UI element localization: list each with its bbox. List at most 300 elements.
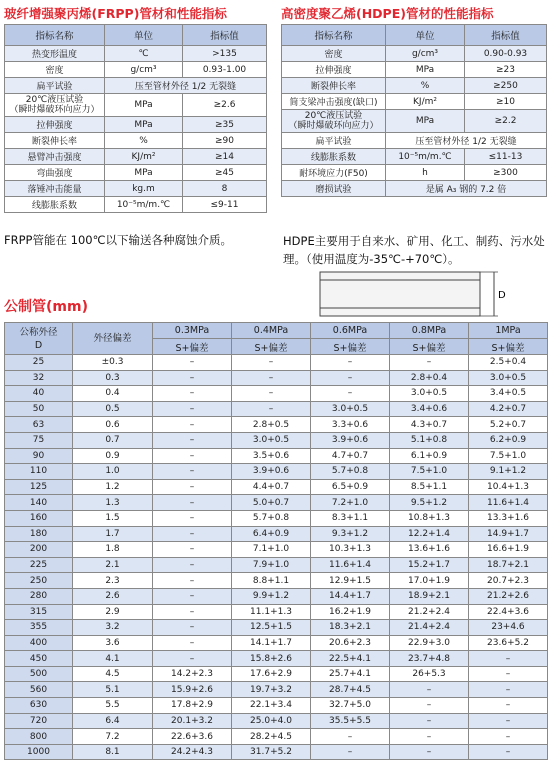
frpp-row xyxy=(5,149,267,165)
hdpe-row xyxy=(282,94,547,110)
metric-cell: 20.7+2.3 xyxy=(469,573,548,589)
metric-row xyxy=(5,479,548,495)
metric-cell: 22.4+3.6 xyxy=(469,604,548,620)
metric-cell: – xyxy=(153,355,232,371)
frpp-cell: ≥14 xyxy=(183,149,267,165)
metric-cell: 23+4.6 xyxy=(469,620,548,636)
hdpe-cell: ≥23 xyxy=(465,62,547,78)
metric-row xyxy=(5,682,548,698)
hdpe-header-cell: 指标值 xyxy=(465,25,547,46)
metric-cell: 3.0+0.5 xyxy=(390,386,469,402)
metric-cell: 28.2+4.5 xyxy=(232,729,311,745)
metric-cell: 7.5+1.0 xyxy=(390,464,469,480)
frpp-cell: ≥35 xyxy=(183,117,267,133)
metric-cell: 800 xyxy=(5,729,73,745)
metric-cell: 10.3+1.3 xyxy=(311,542,390,558)
metric-cell: 13.6+1.6 xyxy=(390,542,469,558)
metric-cell: 5.1+0.8 xyxy=(390,432,469,448)
frpp-cell: 20℃液压试验 （瞬时爆破环向应力） xyxy=(5,94,105,117)
metric-cell: 63 xyxy=(5,417,73,433)
metric-cell: 32.7+5.0 xyxy=(311,698,390,714)
metric-cell: 12.5+1.5 xyxy=(232,620,311,636)
metric-cell: – xyxy=(232,401,311,417)
frpp-cell: ≤9-11 xyxy=(183,197,267,213)
frpp-header-cell: 指标值 xyxy=(183,25,267,46)
metric-cell: 22.9+3.0 xyxy=(390,635,469,651)
frpp-row xyxy=(5,133,267,149)
metric-cell: 26+5.3 xyxy=(390,666,469,682)
metric-row xyxy=(5,432,548,448)
metric-row xyxy=(5,417,548,433)
frpp-cell: ℃ xyxy=(105,46,183,62)
metric-row xyxy=(5,526,548,542)
hdpe-cell: 密度 xyxy=(282,46,386,62)
metric-cell: 11.1+1.3 xyxy=(232,604,311,620)
metric-cell: – xyxy=(153,620,232,636)
metric-cell: – xyxy=(390,682,469,698)
hdpe-cell: ≤11-13 xyxy=(465,149,547,165)
hdpe-header-cell: 单位 xyxy=(386,25,465,46)
metric-cell: 2.8+0.5 xyxy=(232,417,311,433)
hdpe-cell: 拉伸强度 xyxy=(282,62,386,78)
metric-cell: 110 xyxy=(5,464,73,480)
metric-cell: 15.8+2.6 xyxy=(232,651,311,667)
metric-cell: 14.9+1.7 xyxy=(469,526,548,542)
metric-title: 公制管(mm) xyxy=(4,299,88,315)
metric-cell: – xyxy=(311,744,390,760)
metric-cell: 10.4+1.3 xyxy=(469,479,548,495)
metric-cell: 17.0+1.9 xyxy=(390,573,469,589)
metric-cell: 23.7+4.8 xyxy=(390,651,469,667)
metric-cell: 1.0 xyxy=(73,464,153,480)
metric-cell: 25.7+4.1 xyxy=(311,666,390,682)
hdpe-row xyxy=(282,165,547,181)
hdpe-cell: % xyxy=(386,78,465,94)
metric-row xyxy=(5,698,548,714)
metric-cell: 35.5+5.5 xyxy=(311,713,390,729)
frpp-cell: 密度 xyxy=(5,62,105,78)
metric-row xyxy=(5,604,548,620)
metric-cell: 2.3 xyxy=(73,573,153,589)
metric-cell: – xyxy=(469,666,548,682)
metric-cell: 5.5 xyxy=(73,698,153,714)
metric-cell: – xyxy=(390,713,469,729)
metric-row xyxy=(5,744,548,760)
metric-cell: 250 xyxy=(5,573,73,589)
frpp-cell: 落锤冲击能量 xyxy=(5,181,105,197)
metric-cell: – xyxy=(153,417,232,433)
hdpe-row xyxy=(282,133,547,149)
metric-cell: 0.5 xyxy=(73,401,153,417)
metric-cell: – xyxy=(469,651,548,667)
frpp-cell: KJ/m² xyxy=(105,149,183,165)
metric-row xyxy=(5,635,548,651)
metric-cell: 8.5+1.1 xyxy=(390,479,469,495)
metric-header-cell: 1MPa xyxy=(469,323,548,339)
metric-subheader-cell: S+偏差 xyxy=(232,339,311,355)
metric-cell: 0.4 xyxy=(73,386,153,402)
frpp-cell: MPa xyxy=(105,165,183,181)
metric-cell: – xyxy=(390,729,469,745)
metric-cell: – xyxy=(153,495,232,511)
metric-cell: 14.2+2.3 xyxy=(153,666,232,682)
metric-cell: 25.0+4.0 xyxy=(232,713,311,729)
metric-subheader-cell: S+偏差 xyxy=(469,339,548,355)
metric-cell: – xyxy=(311,355,390,371)
metric-cell: – xyxy=(232,355,311,371)
metric-cell: 500 xyxy=(5,666,73,682)
metric-row xyxy=(5,713,548,729)
frpp-row xyxy=(5,46,267,62)
metric-cell: 16.6+1.9 xyxy=(469,542,548,558)
metric-cell: – xyxy=(469,744,548,760)
hdpe-cell: 10⁻⁵m/m.℃ xyxy=(386,149,465,165)
hdpe-cell: ≥10 xyxy=(465,94,547,110)
metric-cell: 18.7+2.1 xyxy=(469,557,548,573)
metric-cell: – xyxy=(153,526,232,542)
metric-cell: 9.9+1.2 xyxy=(232,588,311,604)
metric-cell: 20.6+2.3 xyxy=(311,635,390,651)
metric-cell: 12.9+1.5 xyxy=(311,573,390,589)
hdpe-cell: MPa xyxy=(386,62,465,78)
frpp-row xyxy=(5,78,267,94)
frpp-cell: kg.m xyxy=(105,181,183,197)
metric-cell: 1.3 xyxy=(73,495,153,511)
hdpe-cell: 耐环境应力(F50) xyxy=(282,165,386,181)
metric-header-cell: 0.8MPa xyxy=(390,323,469,339)
metric-cell: 21.4+2.4 xyxy=(390,620,469,636)
metric-row xyxy=(5,401,548,417)
frpp-cell: >135 xyxy=(183,46,267,62)
metric-cell: 17.6+2.9 xyxy=(232,666,311,682)
metric-cell: 16.2+1.9 xyxy=(311,604,390,620)
metric-cell: 1.2 xyxy=(73,479,153,495)
metric-cell: 5.7+0.8 xyxy=(232,510,311,526)
metric-cell: 2.8+0.4 xyxy=(390,370,469,386)
metric-cell: 25 xyxy=(5,355,73,371)
pipe-cross-section-diagram xyxy=(318,268,518,318)
metric-cell: 2.6 xyxy=(73,588,153,604)
metric-subheader-cell: S+偏差 xyxy=(311,339,390,355)
metric-cell: 400 xyxy=(5,635,73,651)
metric-cell: 6.5+0.9 xyxy=(311,479,390,495)
frpp-row xyxy=(5,117,267,133)
metric-cell: 720 xyxy=(5,713,73,729)
metric-cell: – xyxy=(153,386,232,402)
metric-cell: – xyxy=(390,355,469,371)
metric-row xyxy=(5,666,548,682)
metric-row xyxy=(5,370,548,386)
metric-header-cell: 公称外径 D xyxy=(5,323,73,355)
frpp-cell: MPa xyxy=(105,94,183,117)
metric-row xyxy=(5,573,548,589)
metric-cell: 3.3+0.6 xyxy=(311,417,390,433)
metric-cell: 9.1+1.2 xyxy=(469,464,548,480)
hdpe-cell: 线膨胀系数 xyxy=(282,149,386,165)
metric-cell: 8.1 xyxy=(73,744,153,760)
metric-cell: 5.7+0.8 xyxy=(311,464,390,480)
metric-cell: 3.9+0.6 xyxy=(232,464,311,480)
metric-cell: 225 xyxy=(5,557,73,573)
metric-cell: – xyxy=(232,370,311,386)
metric-cell: 3.0+0.5 xyxy=(469,370,548,386)
frpp-cell: 悬臂冲击强度 xyxy=(5,149,105,165)
metric-cell: 6.2+0.9 xyxy=(469,432,548,448)
metric-cell: 560 xyxy=(5,682,73,698)
hdpe-note: HDPE主要用于自来水、矿用、化工、制药、污水处理。（使用温度为-35℃-+70℃）。 xyxy=(283,234,545,266)
metric-cell: 0.7 xyxy=(73,432,153,448)
metric-cell: 4.5 xyxy=(73,666,153,682)
metric-cell: 1.8 xyxy=(73,542,153,558)
hdpe-row xyxy=(282,46,547,62)
metric-cell: – xyxy=(153,635,232,651)
frpp-row xyxy=(5,197,267,213)
hdpe-cell: 磨损试验 xyxy=(282,181,386,197)
metric-cell: – xyxy=(153,479,232,495)
metric-cell: 4.3+0.7 xyxy=(390,417,469,433)
hdpe-cell: h xyxy=(386,165,465,181)
metric-pipe-table xyxy=(4,322,548,760)
metric-cell: 75 xyxy=(5,432,73,448)
metric-cell: 18.9+2.1 xyxy=(390,588,469,604)
frpp-title: 玻纤增强聚丙烯(FRPP)管材和性能指标 xyxy=(4,6,227,21)
metric-header-cell: 0.4MPa xyxy=(232,323,311,339)
metric-cell: 180 xyxy=(5,526,73,542)
metric-cell: 7.5+1.0 xyxy=(469,448,548,464)
frpp-cell: 压至管材外径 1/2 无裂缝 xyxy=(105,78,267,94)
hdpe-row xyxy=(282,110,547,133)
hdpe-cell: 0.90-0.93 xyxy=(465,46,547,62)
metric-cell: 1000 xyxy=(5,744,73,760)
frpp-cell: % xyxy=(105,133,183,149)
frpp-cell: 断裂伸长率 xyxy=(5,133,105,149)
metric-row xyxy=(5,651,548,667)
metric-cell: 40 xyxy=(5,386,73,402)
metric-cell: – xyxy=(153,573,232,589)
metric-row xyxy=(5,495,548,511)
metric-cell: 3.6 xyxy=(73,635,153,651)
hdpe-title: 高密度聚乙烯(HDPE)管材的性能指标 xyxy=(281,6,494,21)
metric-cell: 6.4 xyxy=(73,713,153,729)
frpp-cell: MPa xyxy=(105,117,183,133)
frpp-spec-table xyxy=(4,24,267,213)
frpp-note: FRPP管能在 100℃以下输送各种腐蚀介质。 xyxy=(4,233,232,247)
metric-cell: 7.2+1.0 xyxy=(311,495,390,511)
metric-cell: – xyxy=(153,448,232,464)
frpp-cell: 线膨胀系数 xyxy=(5,197,105,213)
frpp-header-cell: 单位 xyxy=(105,25,183,46)
metric-cell: 200 xyxy=(5,542,73,558)
hdpe-cell: 20℃液压试验 （瞬时爆破环向应力） xyxy=(282,110,386,133)
metric-cell: 24.2+4.3 xyxy=(153,744,232,760)
metric-cell: 23.6+5.2 xyxy=(469,635,548,651)
hdpe-cell: KJ/m² xyxy=(386,94,465,110)
metric-cell: 4.4+0.7 xyxy=(232,479,311,495)
metric-cell: 12.2+1.4 xyxy=(390,526,469,542)
frpp-cell: 拉伸强度 xyxy=(5,117,105,133)
metric-cell: 4.2+0.7 xyxy=(469,401,548,417)
metric-cell: 8.8+1.1 xyxy=(232,573,311,589)
frpp-cell: g/cm³ xyxy=(105,62,183,78)
metric-cell: 18.3+2.1 xyxy=(311,620,390,636)
metric-cell: 3.4+0.6 xyxy=(390,401,469,417)
metric-row xyxy=(5,542,548,558)
metric-cell: – xyxy=(311,386,390,402)
metric-cell: 22.5+4.1 xyxy=(311,651,390,667)
metric-row xyxy=(5,729,548,745)
metric-cell: 4.7+0.7 xyxy=(311,448,390,464)
metric-cell: 3.0+0.5 xyxy=(232,432,311,448)
metric-cell: 140 xyxy=(5,495,73,511)
metric-cell: – xyxy=(153,542,232,558)
metric-row xyxy=(5,510,548,526)
metric-cell: 8.3+1.1 xyxy=(311,510,390,526)
metric-cell: 355 xyxy=(5,620,73,636)
metric-cell: 14.1+1.7 xyxy=(232,635,311,651)
metric-cell: 7.1+1.0 xyxy=(232,542,311,558)
metric-cell: 4.1 xyxy=(73,651,153,667)
frpp-row xyxy=(5,181,267,197)
hdpe-cell: 简支梁冲击强度(缺口) xyxy=(282,94,386,110)
metric-cell: 22.1+3.4 xyxy=(232,698,311,714)
metric-row xyxy=(5,464,548,480)
frpp-cell: ≥90 xyxy=(183,133,267,149)
metric-cell: 2.9 xyxy=(73,604,153,620)
metric-cell: 90 xyxy=(5,448,73,464)
metric-cell: 15.2+1.7 xyxy=(390,557,469,573)
metric-cell: – xyxy=(153,651,232,667)
metric-cell: – xyxy=(390,744,469,760)
metric-header-cell: 外径偏差 xyxy=(73,323,153,355)
hdpe-row xyxy=(282,62,547,78)
metric-cell: 1.5 xyxy=(73,510,153,526)
metric-row xyxy=(5,386,548,402)
metric-cell: 0.3 xyxy=(73,370,153,386)
hdpe-cell: 扁平试验 xyxy=(282,133,386,149)
metric-cell: 13.3+1.6 xyxy=(469,510,548,526)
metric-cell: – xyxy=(232,386,311,402)
metric-header-cell: 0.3MPa xyxy=(153,323,232,339)
metric-cell: – xyxy=(469,729,548,745)
metric-cell: 0.6 xyxy=(73,417,153,433)
metric-cell: – xyxy=(153,604,232,620)
hdpe-header-cell: 指标名称 xyxy=(282,25,386,46)
frpp-cell: ≥45 xyxy=(183,165,267,181)
metric-cell: 3.9+0.6 xyxy=(311,432,390,448)
frpp-cell: 0.93-1.00 xyxy=(183,62,267,78)
metric-cell: 160 xyxy=(5,510,73,526)
frpp-cell: ≥2.6 xyxy=(183,94,267,117)
frpp-cell: 8 xyxy=(183,181,267,197)
metric-cell: – xyxy=(153,432,232,448)
metric-cell: 125 xyxy=(5,479,73,495)
metric-cell: 3.4+0.5 xyxy=(469,386,548,402)
metric-cell: – xyxy=(311,729,390,745)
metric-cell: – xyxy=(469,713,548,729)
metric-cell: 630 xyxy=(5,698,73,714)
metric-cell: 280 xyxy=(5,588,73,604)
metric-cell: 315 xyxy=(5,604,73,620)
metric-cell: 1.7 xyxy=(73,526,153,542)
metric-subheader-cell: S+偏差 xyxy=(153,339,232,355)
hdpe-cell: 是属 A₃ 钢的 7.2 倍 xyxy=(386,181,547,197)
metric-header-cell: 0.6MPa xyxy=(311,323,390,339)
metric-cell: 5.2+0.7 xyxy=(469,417,548,433)
metric-cell: – xyxy=(469,698,548,714)
metric-cell: ±0.3 xyxy=(73,355,153,371)
metric-cell: 6.1+0.9 xyxy=(390,448,469,464)
metric-cell: 7.2 xyxy=(73,729,153,745)
frpp-row xyxy=(5,94,267,117)
metric-cell: 11.6+1.4 xyxy=(311,557,390,573)
metric-cell: 9.5+1.2 xyxy=(390,495,469,511)
frpp-header-cell: 指标名称 xyxy=(5,25,105,46)
metric-row xyxy=(5,448,548,464)
metric-cell: 10.8+1.3 xyxy=(390,510,469,526)
pipe-outline xyxy=(320,272,480,316)
hdpe-row xyxy=(282,181,547,197)
hdpe-row xyxy=(282,149,547,165)
metric-row xyxy=(5,557,548,573)
hdpe-spec-table xyxy=(281,24,547,197)
diameter-label: D xyxy=(498,290,506,301)
metric-cell: 2.5+0.4 xyxy=(469,355,548,371)
metric-cell: 14.4+1.7 xyxy=(311,588,390,604)
metric-row xyxy=(5,355,548,371)
hdpe-cell: MPa xyxy=(386,110,465,133)
metric-cell: 3.5+0.6 xyxy=(232,448,311,464)
metric-row xyxy=(5,620,548,636)
metric-cell: 19.7+3.2 xyxy=(232,682,311,698)
hdpe-cell: ≥2.2 xyxy=(465,110,547,133)
metric-cell: 7.9+1.0 xyxy=(232,557,311,573)
metric-cell: 11.6+1.4 xyxy=(469,495,548,511)
metric-row xyxy=(5,588,548,604)
metric-cell: – xyxy=(153,401,232,417)
metric-cell: – xyxy=(311,370,390,386)
metric-cell: 28.7+4.5 xyxy=(311,682,390,698)
metric-cell: – xyxy=(153,464,232,480)
metric-cell: 32 xyxy=(5,370,73,386)
metric-cell: 450 xyxy=(5,651,73,667)
frpp-row xyxy=(5,165,267,181)
metric-cell: 2.1 xyxy=(73,557,153,573)
metric-cell: 17.8+2.9 xyxy=(153,698,232,714)
metric-cell: 3.0+0.5 xyxy=(311,401,390,417)
metric-cell: – xyxy=(390,698,469,714)
frpp-row xyxy=(5,62,267,78)
metric-cell: – xyxy=(153,588,232,604)
metric-cell: 9.3+1.2 xyxy=(311,526,390,542)
metric-cell: 21.2+2.4 xyxy=(390,604,469,620)
metric-cell: – xyxy=(153,557,232,573)
metric-cell: – xyxy=(153,370,232,386)
hdpe-cell: 断裂伸长率 xyxy=(282,78,386,94)
metric-cell: 0.9 xyxy=(73,448,153,464)
metric-cell: 50 xyxy=(5,401,73,417)
metric-cell: 3.2 xyxy=(73,620,153,636)
hdpe-cell: ≥250 xyxy=(465,78,547,94)
metric-cell: – xyxy=(153,510,232,526)
metric-cell: 5.0+0.7 xyxy=(232,495,311,511)
metric-cell: 21.2+2.6 xyxy=(469,588,548,604)
metric-cell: 15.9+2.6 xyxy=(153,682,232,698)
frpp-cell: 弯曲强度 xyxy=(5,165,105,181)
metric-cell: 31.7+5.2 xyxy=(232,744,311,760)
hdpe-cell: 压至管材外径 1/2 无裂缝 xyxy=(386,133,547,149)
metric-cell: 6.4+0.9 xyxy=(232,526,311,542)
frpp-cell: 热变形温度 xyxy=(5,46,105,62)
